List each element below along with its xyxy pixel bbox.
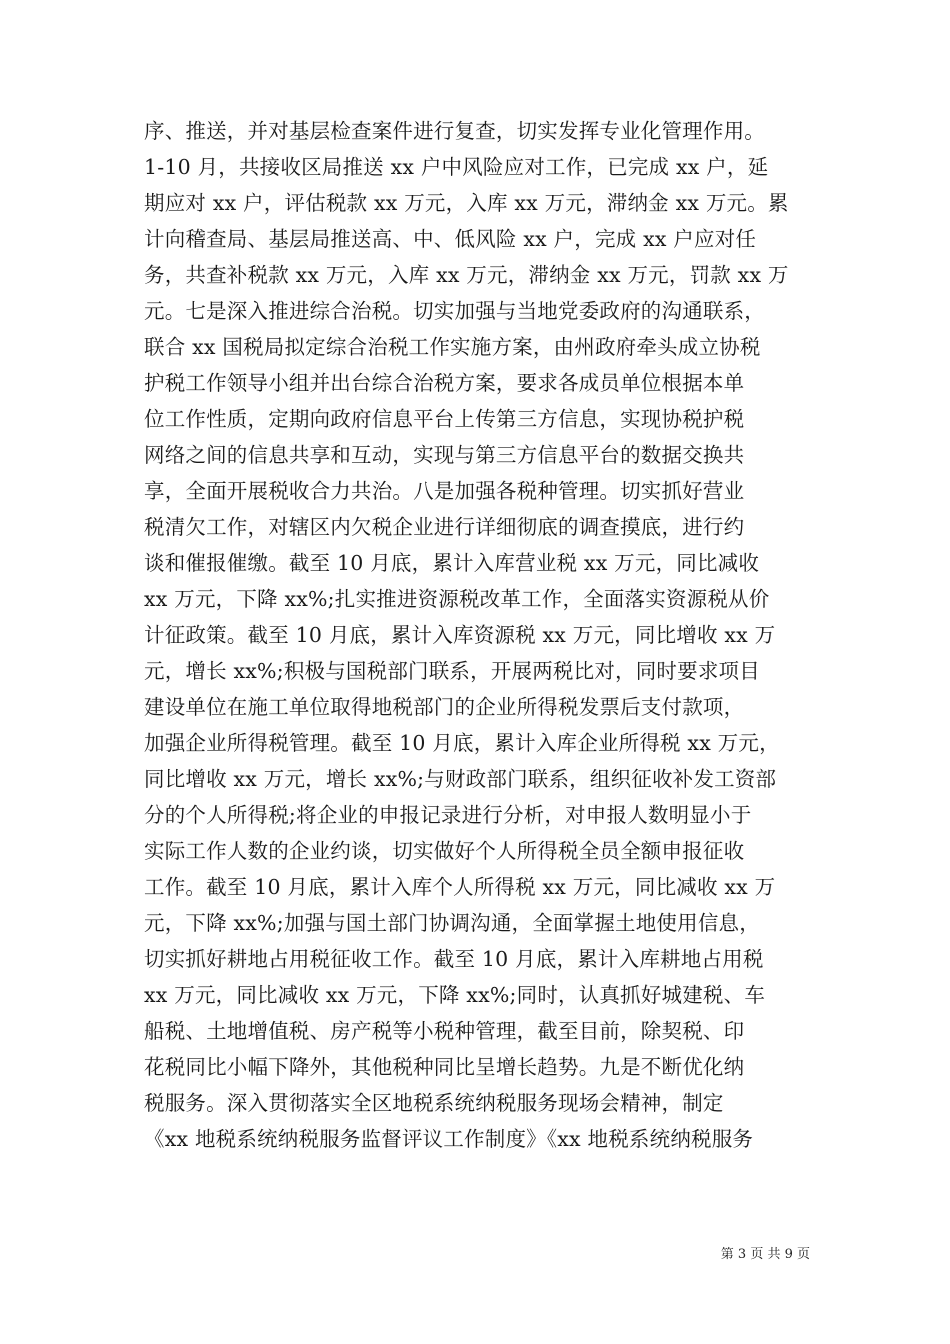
text-line: 享，全面开展税收合力共治。八是加强各税种管理。切实抓好营业	[144, 479, 745, 503]
text-line: 税清欠工作，对辖区内欠税企业进行详细彻底的调查摸底，进行约	[144, 515, 745, 539]
text-line: 谈和催报催缴。截至 10 月底，累计入库营业税 xx 万元，同比减收	[144, 551, 760, 575]
text-line: 1-10 月，共接收区局推送 xx 户中风险应对工作，已完成 xx 户，延	[144, 155, 769, 179]
body-text	[144, 113, 824, 1157]
text-line: 期应对 xx 户，评估税款 xx 万元，入库 xx 万元，滞纳金 xx 万元。累	[144, 191, 789, 215]
text-line: 计向稽查局、基层局推送高、中、低风险 xx 户，完成 xx 户应对任	[144, 227, 757, 251]
text-line: 税服务。深入贯彻落实全区地税系统纳税服务现场会精神，制定	[144, 1091, 724, 1115]
text-line: 实际工作人数的企业约谈，切实做好个人所得税全员全额申报征收	[144, 839, 745, 863]
text-line: 花税同比小幅下降外，其他税种同比呈增长趋势。九是不断优化纳	[144, 1055, 745, 1079]
text-line: 护税工作领导小组并出台综合治税方案，要求各成员单位根据本单	[144, 371, 745, 395]
text-line: xx 万元，同比减收 xx 万元，下降 xx%;同时，认真抓好城建税、车	[144, 983, 766, 1007]
text-line: 建设单位在施工单位取得地税部门的企业所得税发票后支付款项，	[144, 695, 745, 719]
text-line: 元。七是深入推进综合治税。切实加强与当地党委政府的沟通联系，	[144, 299, 765, 323]
page-number: 第 3 页 共 9 页	[720, 1247, 810, 1262]
text-line: 务，共查补税款 xx 万元，入库 xx 万元，滞纳金 xx 万元，罚款 xx 万	[144, 263, 789, 287]
text-line: 工作。截至 10 月底，累计入库个人所得税 xx 万元，同比减收 xx 万	[144, 875, 776, 899]
text-line: 《xx 地税系统纳税服务监督评议工作制度》《xx 地税系统纳税服务	[144, 1127, 754, 1151]
text-line: 加强企业所得税管理。截至 10 月底，累计入库企业所得税 xx 万元，	[144, 731, 780, 755]
text-line: 船税、土地增值税、房产税等小税种管理，截至目前，除契税、印	[144, 1019, 745, 1043]
text-line: 元，增长 xx%;积极与国税部门联系，开展两税比对，同时要求项目	[144, 659, 760, 683]
text-line: 计征政策。截至 10 月底，累计入库资源税 xx 万元，同比增收 xx 万	[144, 623, 776, 647]
text-line: 元，下降 xx%;加强与国土部门协调沟通，全面掌握土地使用信息，	[144, 911, 760, 935]
text-line: 位工作性质，定期向政府信息平台上传第三方信息，实现协税护税	[144, 407, 745, 431]
text-line: 切实抓好耕地占用税征收工作。截至 10 月底，累计入库耕地占用税	[144, 947, 764, 971]
text-line: 序、推送，并对基层检查案件进行复查，切实发挥专业化管理作用。	[144, 119, 765, 143]
text-line: 分的个人所得税;将企业的申报记录进行分析，对申报人数明显小于	[144, 803, 752, 827]
text-line: xx 万元，下降 xx%;扎实推进资源税改革工作，全面落实资源税从价	[144, 587, 770, 611]
text-line: 联合 xx 国税局拟定综合治税工作实施方案，由州政府牵头成立协税	[144, 335, 761, 359]
text-line: 同比增收 xx 万元，增长 xx%;与财政部门联系，组织征收补发工资部	[144, 767, 777, 791]
text-line: 网络之间的信息共享和互动，实现与第三方信息平台的数据交换共	[144, 443, 745, 467]
